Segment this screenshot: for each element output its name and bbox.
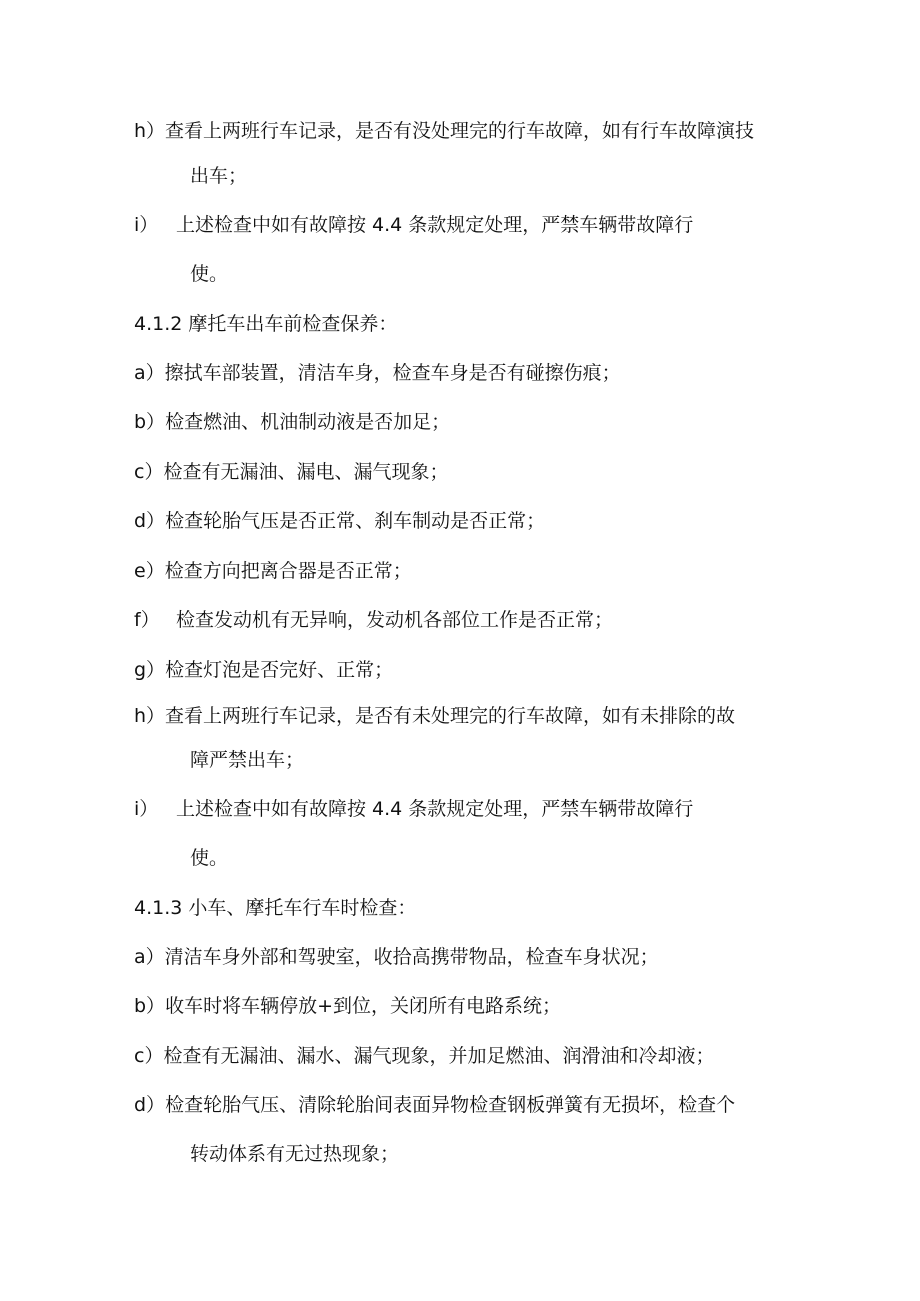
list-marker: f） (134, 609, 160, 631)
item-b-line (134, 410, 450, 434)
list-marker: c） (134, 461, 164, 483)
item-text: 上述检查中如有故障按 4.4 条款规定处理，严禁车辆带故障行 (176, 798, 694, 820)
item-a-line (134, 945, 659, 969)
item-g-line (134, 658, 393, 682)
item-i-line (134, 213, 693, 237)
continuation-line (190, 164, 247, 188)
continuation-line (190, 846, 228, 870)
list-marker: g） (134, 659, 166, 681)
section-heading-text: 4.1.3 小车、摩托车行车时检查： (134, 897, 417, 919)
list-marker: c） (134, 1045, 164, 1067)
item-text: 擦拭车部装置，清洁车身，检查车身是否有碰擦伤痕； (164, 362, 621, 384)
item-text: 清洁车身外部和驾驶室，收拾高携带物品，检查车身状况； (164, 946, 659, 968)
section-heading-4-1-3 (134, 896, 416, 920)
item-text: 检查轮胎气压是否正常、刹车制动是否正常； (165, 510, 546, 532)
list-marker: b） (134, 995, 166, 1017)
item-i-line (134, 797, 693, 821)
item-text: 查看上两班行车记录，是否有没处理完的行车故障，如有行车故障演技 (165, 120, 755, 142)
section-heading-4-1-2 (134, 312, 397, 336)
list-marker: a） (134, 946, 165, 968)
item-text: 出车； (190, 165, 248, 187)
list-marker: e） (134, 560, 165, 582)
list-marker: d） (134, 1094, 166, 1116)
item-f-line (134, 608, 613, 632)
item-b-line (134, 994, 561, 1018)
item-text: 检查轮胎气压、清除轮胎间表面异物检查钢板弹簧有无损坏，检查个 (165, 1094, 736, 1116)
item-text: 上述检查中如有故障按 4.4 条款规定处理，严禁车辆带故障行 (176, 214, 694, 236)
list-marker: h） (134, 705, 166, 727)
list-marker: i） (134, 214, 159, 236)
list-marker: i） (134, 798, 159, 820)
list-marker: h） (134, 120, 166, 142)
item-text: 使。 (190, 847, 229, 869)
item-text: 检查有无漏油、漏电、漏气现象； (163, 461, 449, 483)
item-e-line (134, 559, 412, 583)
item-text: 检查方向把离合器是否正常； (164, 560, 412, 582)
item-c-line (134, 1044, 714, 1068)
item-d-line (134, 509, 545, 533)
list-marker: a） (134, 362, 165, 384)
continuation-line (190, 748, 304, 772)
list-marker: d） (134, 510, 166, 532)
section-heading-text: 4.1.2 摩托车出车前检查保养： (134, 313, 398, 335)
item-text: 使。 (190, 263, 229, 285)
continuation-line (190, 262, 228, 286)
item-h-line (134, 704, 735, 728)
item-text: 障严禁出车； (190, 749, 305, 771)
item-text: 查看上两班行车记录，是否有未处理完的行车故障，如有未排除的故 (165, 705, 736, 727)
item-c-line (134, 460, 448, 484)
item-text: 检查发动机有无异响，发动机各部位工作是否正常； (176, 609, 614, 631)
list-marker: b） (134, 411, 166, 433)
item-h-line (134, 119, 754, 143)
item-text: 检查有无漏油、漏水、漏气现象，并加足燃油、润滑油和冷却液； (163, 1045, 715, 1067)
item-text: 收车时将车辆停放+到位，关闭所有电路系统； (165, 995, 561, 1017)
item-text: 转动体系有无过热现象； (190, 1143, 400, 1165)
item-d-line (134, 1093, 735, 1117)
item-a-line (134, 361, 621, 385)
continuation-line (190, 1142, 399, 1166)
item-text: 检查燃油、机油制动液是否加足； (165, 411, 451, 433)
item-text: 检查灯泡是否完好、正常； (165, 659, 394, 681)
